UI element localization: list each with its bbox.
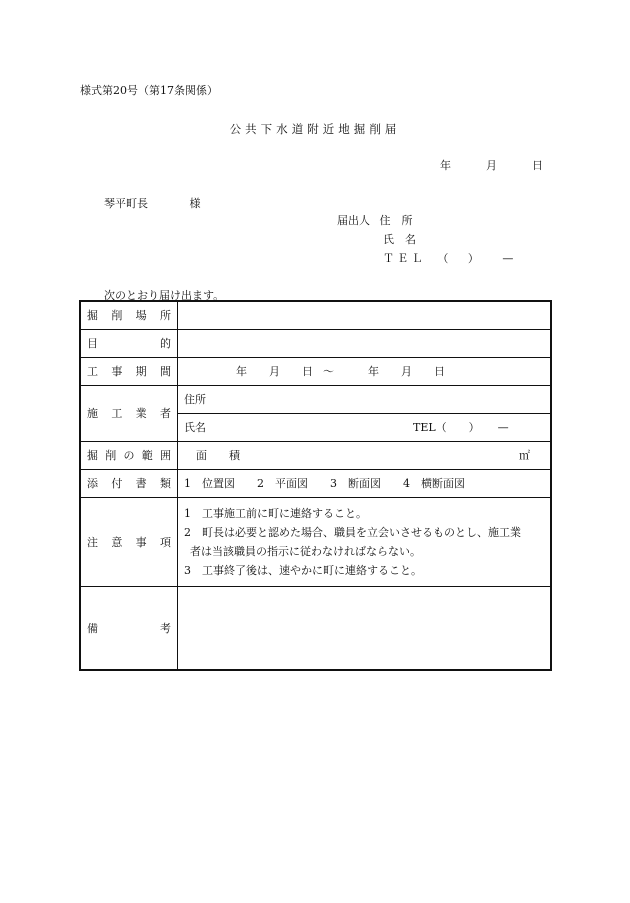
- remarks-label: [80, 586, 178, 670]
- label-char: 範: [141, 449, 153, 462]
- label-char: 削: [105, 449, 117, 462]
- period-day: 日: [302, 365, 313, 378]
- contractor-name-cell[interactable]: [178, 413, 552, 441]
- attach-label-text: [87, 475, 171, 491]
- area-label: 面 積: [196, 449, 240, 462]
- addressee-honorific: 様: [189, 197, 201, 210]
- period-label: [80, 357, 178, 385]
- row-notes: [80, 497, 551, 586]
- site-label-text: [87, 307, 171, 323]
- label-char: 事: [135, 535, 147, 549]
- row-period: [80, 357, 551, 385]
- site-label: [80, 301, 178, 329]
- note-2b: 者は当該職員の指示に従わなければならない。: [190, 544, 421, 558]
- note-3: 3 工事終了後は、速やかに町に連絡すること。: [184, 563, 422, 577]
- attachment-item-2: 2 平面図: [257, 477, 308, 490]
- note-2a: 2 町長は必要と認めた場合、職員を立会いさせるものとし、施工業: [184, 525, 521, 539]
- label-char: 者: [159, 407, 171, 420]
- notes-value: [178, 497, 552, 586]
- addressee: [104, 195, 201, 211]
- period-value[interactable]: [178, 357, 552, 385]
- purpose-value[interactable]: [178, 329, 552, 357]
- label-char: 工: [111, 407, 123, 420]
- period-year2: 年: [368, 365, 379, 378]
- date-day: 日: [532, 159, 543, 172]
- label-char: 場: [135, 309, 147, 323]
- attachments-label: [80, 469, 178, 497]
- area-unit: ㎡: [519, 449, 530, 462]
- contractor-tel-close: ）: [468, 421, 480, 434]
- label-char: 掘: [87, 309, 98, 323]
- date-month: 月: [486, 159, 497, 172]
- label-char: 書: [135, 477, 147, 490]
- contractor-tel-label: TEL（: [413, 421, 447, 434]
- row-remarks: [80, 586, 551, 670]
- label-char: 類: [159, 477, 171, 490]
- label-char: 的: [160, 337, 171, 350]
- contractor-label-text: [87, 405, 171, 421]
- attachment-item-1: 1 位置図: [184, 477, 235, 490]
- contractor-name-label: 氏名: [184, 421, 206, 434]
- label-char: 掘: [87, 449, 98, 462]
- contractor-label: [80, 385, 178, 441]
- label-char: 囲: [160, 449, 171, 462]
- attachments-value: [178, 469, 552, 497]
- notes-label: [80, 497, 178, 586]
- purpose-label-text: [87, 335, 171, 351]
- attachment-item-3: 3 断面図: [330, 477, 381, 490]
- period-tilde: 〜: [323, 365, 334, 378]
- range-label-text: [87, 447, 171, 463]
- label-char: 項: [159, 535, 171, 549]
- label-char: 事: [111, 365, 123, 378]
- applicant-address-label: 住 所: [379, 214, 413, 227]
- label-char: 施: [87, 407, 98, 420]
- label-char: 注: [87, 535, 98, 549]
- contractor-address-cell[interactable]: [178, 385, 552, 413]
- purpose-label: [80, 329, 178, 357]
- label-char: 添: [87, 477, 98, 490]
- label-char: 備: [87, 621, 98, 635]
- range-value[interactable]: [178, 441, 552, 469]
- label-char: 間: [159, 365, 171, 378]
- row-purpose: [80, 329, 551, 357]
- applicant-tel-label: ＴＥＬ: [383, 252, 426, 265]
- note-1: 1 工事施工前に町に連絡すること。: [184, 506, 367, 520]
- row-site: [80, 301, 551, 329]
- lead-text: 次のとおり届け出ます。: [104, 289, 225, 302]
- notification-table: [79, 300, 552, 671]
- label-char: 考: [160, 621, 171, 635]
- period-day2: 日: [434, 365, 445, 378]
- period-year: 年: [236, 365, 247, 378]
- applicant-label: 届出人: [337, 214, 370, 227]
- label-char: 意: [111, 535, 123, 549]
- remarks-value[interactable]: [178, 586, 552, 670]
- contractor-tel-dash: —: [497, 420, 509, 434]
- period-label-text: [87, 363, 171, 379]
- label-char: 所: [159, 309, 171, 323]
- range-label: [80, 441, 178, 469]
- row-contractor-address: [80, 385, 551, 413]
- document-title: 公共下水道附近地掘削届: [229, 122, 401, 136]
- applicant-block: [337, 211, 513, 268]
- addressee-name: 琴平町長: [104, 197, 148, 210]
- form-number: 様式第20号（第17条関係）: [80, 84, 218, 97]
- applicant-name-label: 氏 名: [383, 233, 416, 246]
- contractor-address-label: 住所: [184, 393, 206, 406]
- label-char: 期: [135, 365, 147, 378]
- label-char: の: [123, 449, 135, 462]
- date-year: 年: [440, 159, 451, 172]
- label-char: 付: [111, 477, 123, 490]
- notes-label-text: [87, 534, 171, 550]
- row-range: [80, 441, 551, 469]
- applicant-tel-close: ）: [467, 252, 479, 265]
- date-line: [440, 157, 543, 173]
- period-month2: 月: [401, 365, 412, 378]
- label-char: 業: [135, 407, 147, 420]
- remarks-label-text: [87, 620, 171, 636]
- applicant-tel-dash: —: [502, 252, 514, 265]
- site-value[interactable]: [178, 301, 552, 329]
- label-char: 工: [87, 365, 98, 378]
- period-month: 月: [269, 365, 280, 378]
- row-attachments: [80, 469, 551, 497]
- label-char: 削: [111, 309, 123, 323]
- applicant-tel-open: （: [437, 252, 449, 265]
- label-char: 目: [87, 337, 98, 350]
- attachment-item-4: 4 横断面図: [403, 477, 465, 490]
